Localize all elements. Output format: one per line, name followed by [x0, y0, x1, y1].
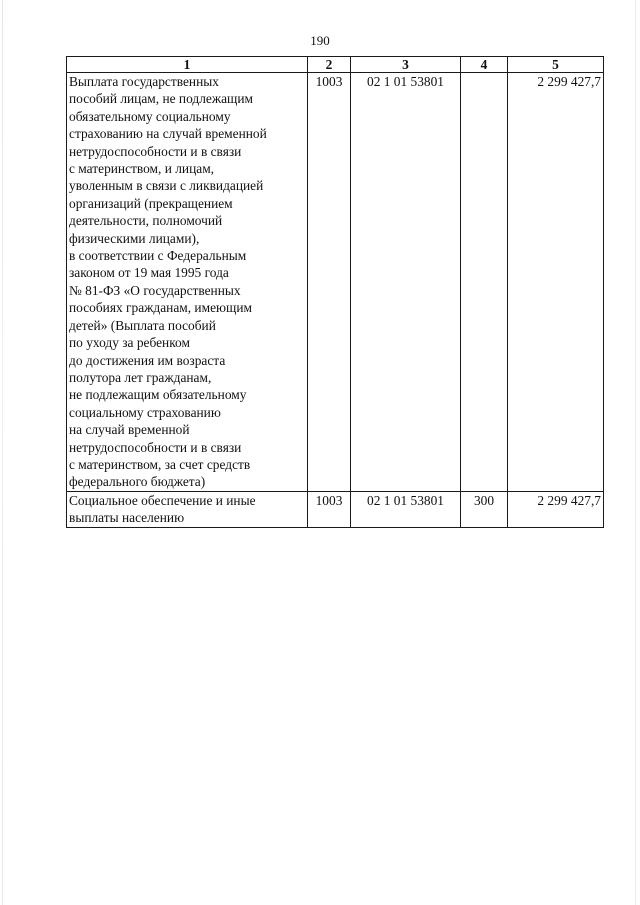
scan-edge-left: [2, 0, 3, 905]
header-col-5: 5: [508, 57, 604, 73]
header-col-1: 1: [67, 57, 308, 73]
scan-edge-right: [635, 0, 636, 905]
table-row: [67, 73, 604, 492]
row-target-article: 02 1 01 53801: [351, 73, 461, 492]
row-target-article: 02 1 01 53801: [351, 491, 461, 527]
header-row: [67, 57, 604, 73]
row-expense-type: 300: [461, 491, 508, 527]
row-amount: 2 299 427,7: [508, 73, 604, 492]
header-col-2: 2: [308, 57, 351, 73]
table-row: [67, 491, 604, 527]
row-amount: 2 299 427,7: [508, 491, 604, 527]
budget-table: [66, 56, 604, 528]
page-number: 190: [310, 33, 330, 48]
row-name: Социальное обеспечение и иные выплаты населению: [67, 491, 308, 527]
row-section-code: 1003: [308, 491, 351, 527]
row-section-code: 1003: [308, 73, 351, 492]
row-name: Выплата государственных пособий лицам, не подлежащим обязательному социальному страхованию на случай временной нетрудоспособности и в связи с материнством, и лицам, уволенным в связи с ликвидацией организаций (прекращением деятельности, полномочий физическими лицами), в соответствии с Федеральным законом от 19 мая 1995 года № 81-ФЗ «О государственных пособиях гражданам, имеющим детей» (Выплата пособий по уходу за ребенком до достижения им возраста полутора лет гражданам, не подлежащим обязательному социальному страхованию на случай временной нетрудоспособности и в связи с материнством, за счет средств федерального бюджета): [67, 73, 308, 492]
header-col-4: 4: [461, 57, 508, 73]
header-col-3: 3: [351, 57, 461, 73]
row-expense-type: [461, 73, 508, 492]
